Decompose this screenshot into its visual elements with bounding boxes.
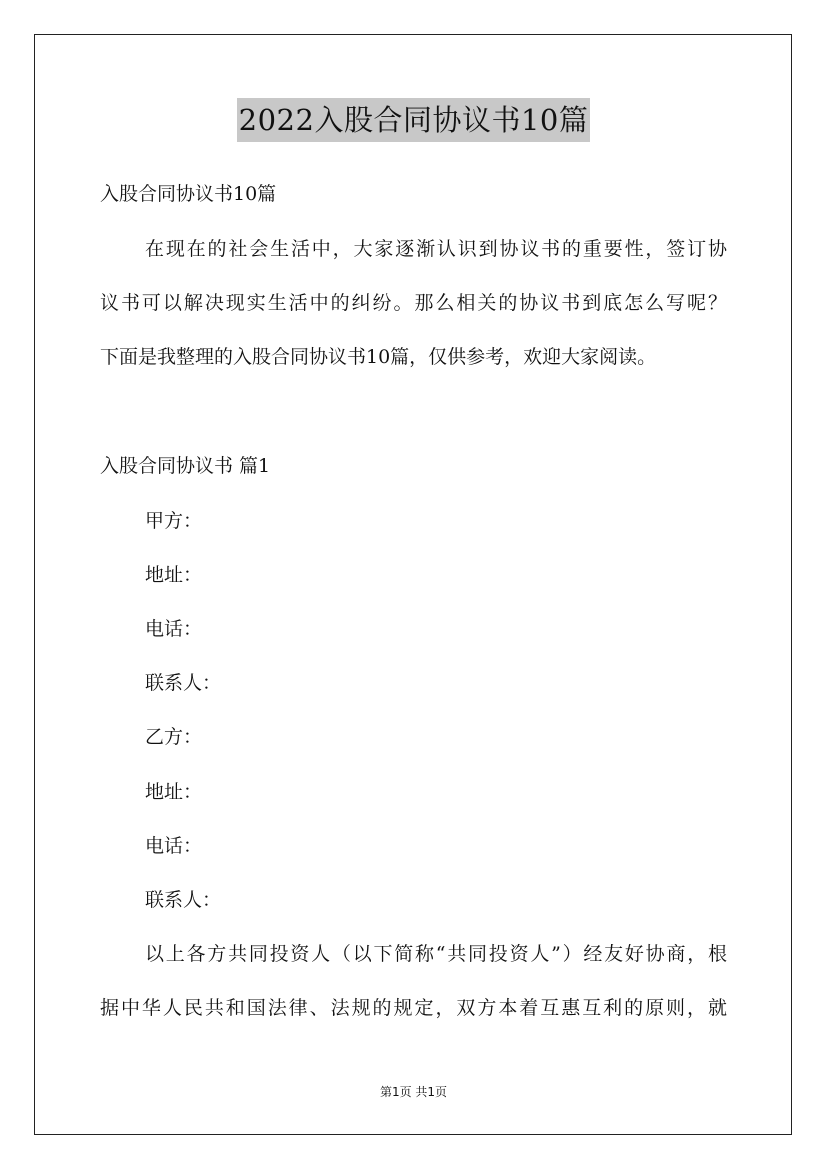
party-a-contact-label: 联系人： [145, 672, 222, 694]
document-subtitle: 入股合同协议书10篇 [100, 183, 277, 205]
party-b-contact-label: 联系人： [145, 889, 222, 911]
intro-line-2: 议书可以解决现实生活中的纠纷。那么相关的协议书到底怎么写呢？ [100, 292, 727, 314]
party-b-phone-label: 电话： [145, 835, 203, 857]
party-b-name-label: 乙方： [145, 726, 203, 748]
document-title: 2022入股合同协议书10篇 [237, 98, 591, 142]
body-line-1: 以上各方共同投资人（以下简称“共同投资人”）经友好协商，根 [145, 943, 727, 965]
body-line-2: 据中华人民共和国法律、法规的规定，双方本着互惠互利的原则，就 [100, 997, 727, 1019]
party-b-address-label: 地址： [145, 781, 203, 803]
intro-line-1: 在现在的社会生活中，大家逐渐认识到协议书的重要性，签订协 [145, 238, 727, 260]
party-a-phone-label: 电话： [145, 618, 203, 640]
intro-line-3: 下面是我整理的入股合同协议书10篇，仅供参考，欢迎大家阅读。 [100, 346, 657, 368]
title-container [0, 98, 827, 142]
page-footer: 第1页 共1页 [379, 1085, 448, 1099]
party-a-name-label: 甲方： [145, 510, 203, 532]
section-heading: 入股合同协议书 篇1 [100, 455, 271, 477]
party-a-address-label: 地址： [145, 564, 203, 586]
